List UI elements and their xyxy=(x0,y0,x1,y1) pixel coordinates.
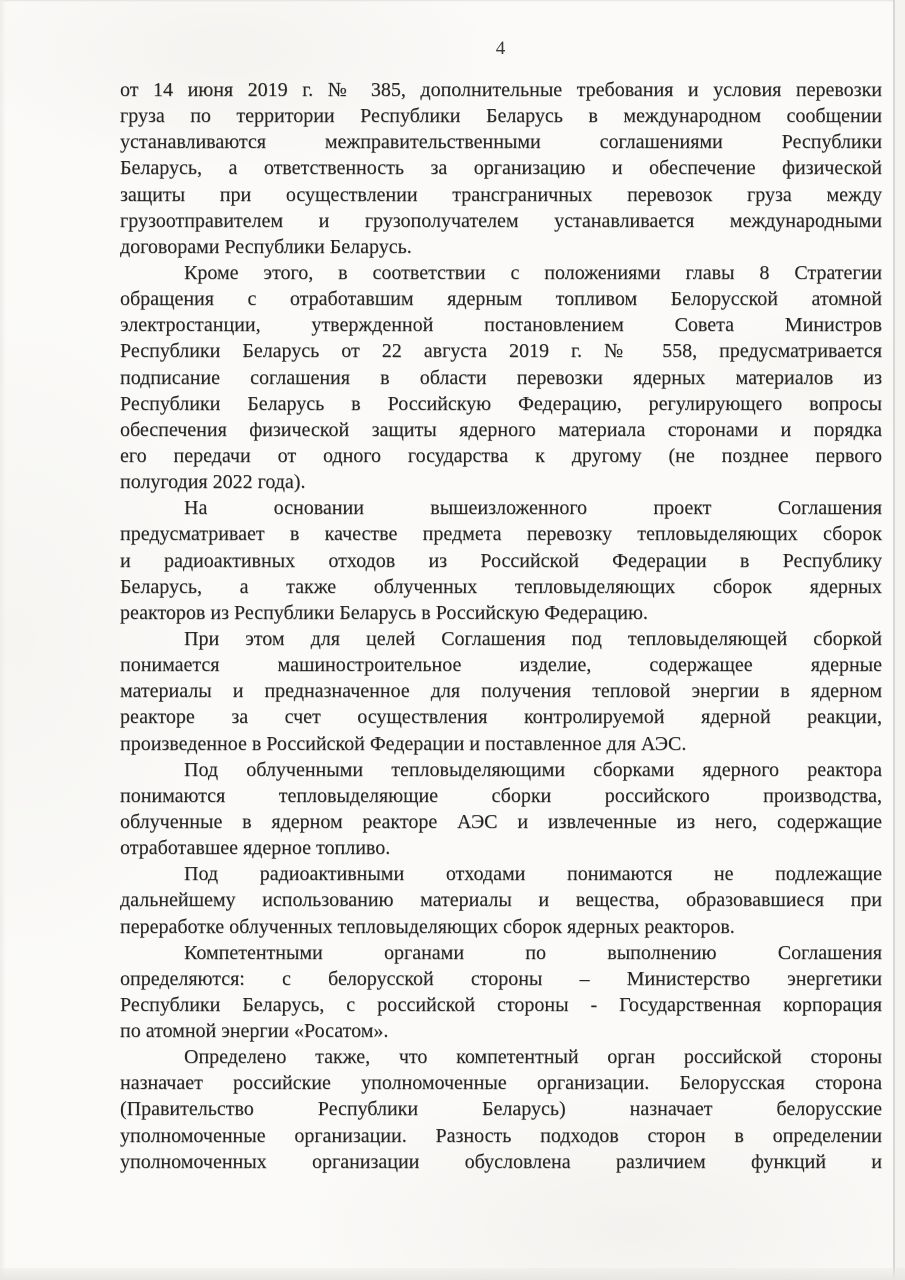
text-line: и радиоактивных отходов из Российской Федерации в Республику xyxy=(120,549,882,572)
text-line: его передачи от одного государства к другому (не позднее первого xyxy=(120,444,882,467)
text-line: защиты при осуществлении трансграничных перевозок груза между xyxy=(120,183,882,206)
text-line: переработке облученных тепловыделяющих сборок ядерных реакторов. xyxy=(120,915,735,938)
text-line: уполномоченные организации. Разность подходов сторон в определении xyxy=(120,1124,882,1147)
text-line: назначает российские уполномоченные организации. Белорусская сторона xyxy=(120,1072,882,1095)
text-line: Беларусь, а ответственность за организацию и обеспечение физической xyxy=(120,157,882,180)
text-line: Республики Беларусь в Российскую Федерацию, регулирующего вопросы xyxy=(120,392,882,415)
document-body xyxy=(120,77,882,1175)
text-line: произведенное в Российской Федерации и поставленное для АЭС. xyxy=(120,732,687,755)
text-line: уполномоченных организации обусловлена различием функций и xyxy=(120,1150,882,1173)
text-line: облученные в ядерном реакторе АЭС и извлеченные из него, содержащие xyxy=(120,810,882,833)
text-line: дальнейшему использованию материалы и вещества, образовавшиеся при xyxy=(120,889,882,912)
text-line: грузоотправителем и грузополучателем устанавливается международными xyxy=(120,209,882,232)
text-line: от 14 июня 2019 г. № 385, дополнительные требования и условия перевозки xyxy=(120,79,882,101)
text-line: Беларусь, а также облученных тепловыделяющих сборок ядерных xyxy=(120,575,882,598)
text-line: понимается машиностроительное изделие, содержащее ядерные xyxy=(120,654,882,677)
text-line: обращения с отработавшим ядерным топливом Белорусской атомной xyxy=(120,288,882,311)
text-line: предусматривает в качестве предмета перевозку тепловыделяющих сборок xyxy=(120,523,882,546)
text-line: по атомной энергии «Росатом». xyxy=(120,1020,389,1043)
text-line: Под радиоактивными отходами понимаются не подлежащие xyxy=(184,863,882,886)
text-line: Республики Беларусь от 22 августа 2019 г. № 558, предусматривается xyxy=(120,340,882,363)
text-line: груза по территории Республики Беларусь в международном сообщении xyxy=(120,105,882,128)
text-line: На основании вышеизложенного проект Соглашения xyxy=(184,497,882,520)
text-line: подписание соглашения в области перевозки ядерных материалов из xyxy=(120,366,882,389)
text-line: материалы и предназначенное для получения тепловой энергии в ядерном xyxy=(120,680,882,703)
text-line: Определено также, что компетентный орган российской стороны xyxy=(184,1046,882,1069)
text-line: отработавшее ядерное топливо. xyxy=(120,837,391,860)
text-line: реакторе за счет осуществления контролируемой ядерной реакции, xyxy=(120,706,882,729)
text-line: реакторов из Республики Беларусь в Российскую Федерацию. xyxy=(120,601,648,624)
text-line: договорами Республики Беларусь. xyxy=(120,235,412,258)
text-line: электростанции, утвержденной постановлением Совета Министров xyxy=(120,314,882,337)
text-line: При этом для целей Соглашения под тепловыделяющей сборкой xyxy=(184,627,882,650)
text-line: обеспечения физической защиты ядерного материала сторонами и порядка xyxy=(120,418,882,441)
scan-left-edge-artifact xyxy=(0,0,6,1280)
text-line: понимаются тепловыделяющие сборки российского производства, xyxy=(120,784,882,807)
text-line: Республики Беларусь, с российской стороны - Государственная корпорация xyxy=(120,993,882,1016)
page-number: 4 xyxy=(495,38,507,59)
scan-right-gutter xyxy=(895,0,905,1280)
text-line: определяются: с белорусской стороны – Министерство энергетики xyxy=(120,967,882,990)
scan-top-edge-artifact xyxy=(0,0,905,2)
text-line: устанавливаются межправительственными соглашениями Республики xyxy=(120,131,882,154)
text-line: Кроме этого, в соответствии с положениями главы 8 Стратегии xyxy=(184,261,882,284)
text-line: полугодия 2022 года). xyxy=(120,471,306,494)
text-line: Под облученными тепловыделяющими сборками ядерного реактора xyxy=(184,758,882,781)
text-line: Компетентными органами по выполнению Соглашения xyxy=(184,941,882,964)
scan-right-rule-artifact xyxy=(893,0,895,1280)
text-line: (Правительство Республики Беларусь) назначает белорусские xyxy=(120,1098,882,1121)
scan-bottom-strip-artifact xyxy=(0,1268,905,1280)
